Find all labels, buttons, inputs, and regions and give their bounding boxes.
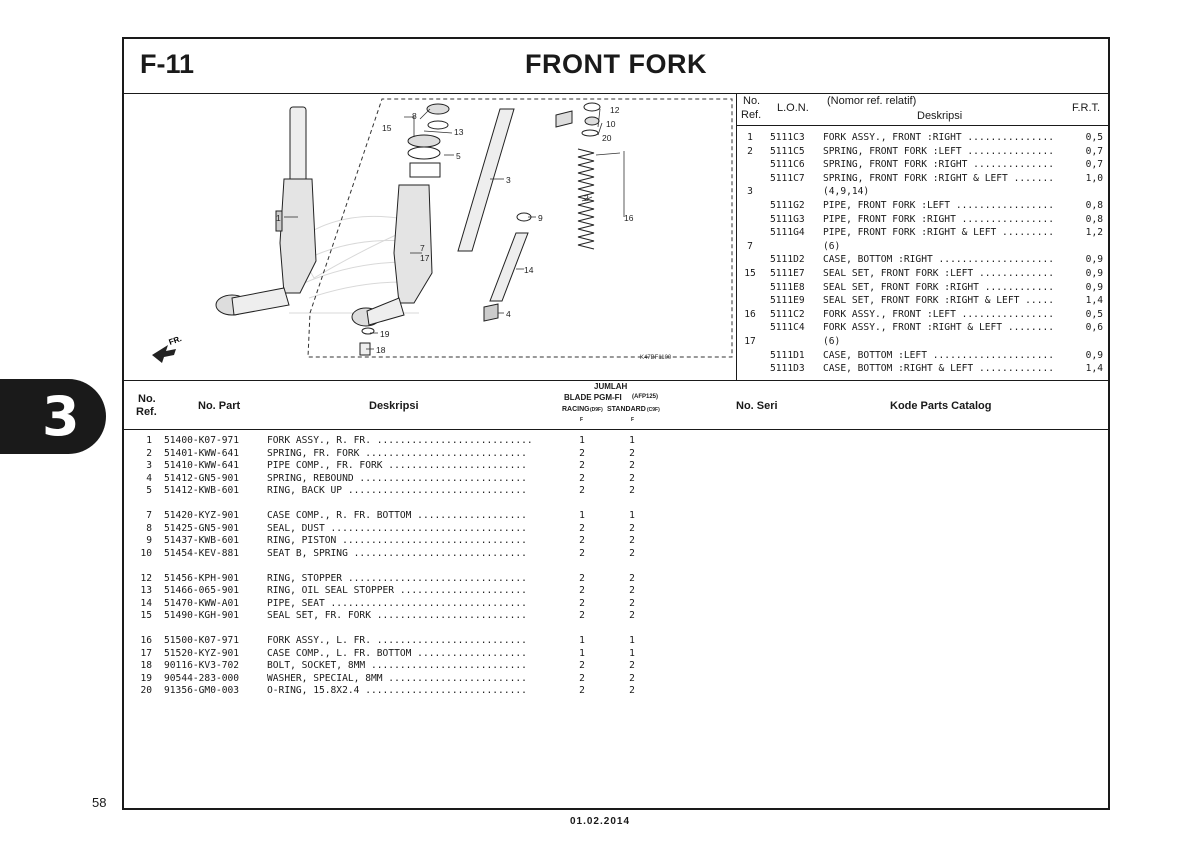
parts-col-racing: RACING bbox=[562, 406, 590, 413]
parts-col-serial: No. Seri bbox=[736, 400, 778, 412]
part-ref-no: 4 bbox=[146, 472, 152, 484]
qty-standard: 2 bbox=[629, 460, 635, 471]
lon-frt: 1,0 bbox=[1085, 172, 1103, 184]
parts-col-racing-code: (D9F) bbox=[590, 407, 603, 413]
qty-standard: 2 bbox=[629, 472, 635, 484]
callout-2: 2 bbox=[584, 193, 589, 203]
qty-standard: 1 bbox=[629, 435, 635, 446]
lon-col-desc: Deskripsi bbox=[917, 110, 963, 122]
lon-desc: PIPE, FRONT FORK :RIGHT & LEFT ......... bbox=[823, 227, 1055, 239]
lon-code: 5111C6 bbox=[770, 159, 805, 171]
lon-code: 5111D3 bbox=[770, 363, 805, 375]
table-row bbox=[124, 660, 724, 673]
part-number: 91356-GM0-003 bbox=[164, 685, 240, 696]
part-desc: FORK ASSY., R. FR. ........................... bbox=[267, 435, 533, 446]
parts-col-part: No. Part bbox=[198, 400, 241, 412]
callout-7: 7 bbox=[420, 243, 425, 253]
parts-col-f-racing: F bbox=[580, 417, 584, 423]
part-desc: SEAL, DUST .................................. bbox=[267, 522, 527, 534]
part-desc: RING, BACK UP ............................... bbox=[267, 485, 527, 496]
part-number: 51412-GN5-901 bbox=[164, 472, 240, 484]
part-ref-no: 10 bbox=[140, 547, 152, 559]
part-ref-no: 12 bbox=[140, 572, 152, 584]
parts-table-header bbox=[124, 381, 1108, 430]
part-ref-no: 9 bbox=[146, 535, 152, 546]
table-row bbox=[124, 435, 724, 448]
parts-col-no: No. bbox=[138, 393, 156, 405]
table-row bbox=[124, 598, 724, 611]
qty-racing: 2 bbox=[579, 585, 585, 596]
lon-code: 5111E7 bbox=[770, 267, 805, 279]
lon-frt: 0,9 bbox=[1085, 281, 1103, 293]
figure-ref-code: K47BF1100 bbox=[640, 355, 672, 361]
lon-row bbox=[737, 185, 1110, 199]
lon-ref-no: 15 bbox=[744, 267, 756, 279]
part-ref-no: 14 bbox=[140, 597, 152, 609]
qty-racing: 2 bbox=[579, 535, 585, 546]
part-number: 51400-K07-971 bbox=[164, 435, 240, 446]
lon-col-frt: F.R.T. bbox=[1072, 102, 1101, 114]
part-number: 51470-KWW-A01 bbox=[164, 597, 240, 609]
lon-frt: 0,9 bbox=[1085, 267, 1103, 279]
chapter-number: 3 bbox=[42, 385, 80, 448]
section-code: F-11 bbox=[140, 49, 195, 79]
lon-row bbox=[737, 321, 1110, 335]
top-small-parts-drawing bbox=[556, 103, 600, 136]
lon-code: 5111C5 bbox=[770, 145, 805, 157]
callout-1: 1 bbox=[276, 213, 281, 223]
lon-table-header bbox=[737, 93, 1110, 126]
callout-16: 16 bbox=[624, 213, 634, 223]
parts-col-ref: Ref. bbox=[136, 406, 157, 418]
lon-desc: SEAL SET, FRONT FORK :RIGHT & LEFT ..... bbox=[823, 295, 1055, 307]
part-number: 51466-065-901 bbox=[164, 585, 240, 596]
lon-row bbox=[737, 335, 1110, 349]
lon-frt: 0,8 bbox=[1085, 199, 1103, 211]
lon-table-body bbox=[737, 131, 1110, 376]
lon-row bbox=[737, 213, 1110, 227]
front-direction-arrow bbox=[152, 334, 183, 363]
lon-row bbox=[737, 253, 1110, 267]
table-row bbox=[124, 448, 724, 461]
page-number: 58 bbox=[92, 795, 107, 810]
table-row bbox=[124, 610, 724, 623]
exploded-diagram bbox=[124, 93, 737, 380]
lon-desc: CASE, BOTTOM :RIGHT .................... bbox=[823, 254, 1055, 266]
qty-standard: 2 bbox=[629, 685, 635, 696]
lon-ref-no: 3 bbox=[747, 186, 753, 198]
part-ref-no: 19 bbox=[140, 672, 152, 684]
callout-8: 8 bbox=[412, 111, 417, 121]
lon-desc: SPRING, FRONT FORK :RIGHT & LEFT ....... bbox=[823, 172, 1055, 184]
part-ref-no: 3 bbox=[146, 460, 152, 471]
table-row bbox=[124, 685, 724, 698]
qty-racing: 2 bbox=[579, 597, 585, 609]
lon-row bbox=[737, 281, 1110, 295]
lon-row bbox=[737, 226, 1110, 240]
part-ref-no: 17 bbox=[140, 647, 152, 659]
callout-15: 15 bbox=[382, 123, 392, 133]
page-title: FRONT FORK bbox=[525, 49, 707, 79]
lon-frt: 0,7 bbox=[1085, 159, 1103, 171]
part-number: 51500-K07-971 bbox=[164, 635, 240, 646]
qty-racing: 1 bbox=[579, 510, 585, 521]
qty-racing: 1 bbox=[579, 647, 585, 659]
part-ref-no: 13 bbox=[140, 585, 152, 596]
part-number: 51401-KWW-641 bbox=[164, 447, 240, 459]
fork-assembly-drawing bbox=[216, 107, 316, 315]
part-ref-no: 18 bbox=[140, 660, 152, 671]
direction-label: FR. bbox=[167, 334, 183, 347]
lon-code: 5111E8 bbox=[770, 281, 805, 293]
lon-desc: PIPE, FRONT FORK :LEFT ................. bbox=[823, 199, 1055, 211]
qty-racing: 2 bbox=[579, 685, 585, 696]
lon-ref-no: 7 bbox=[747, 240, 753, 252]
lon-frt: 1,2 bbox=[1085, 227, 1103, 239]
part-desc: SPRING, FR. FORK ............................ bbox=[267, 447, 527, 459]
lon-row bbox=[737, 145, 1110, 159]
qty-standard: 2 bbox=[629, 672, 635, 684]
table-row bbox=[124, 673, 724, 686]
part-ref-no: 7 bbox=[146, 510, 152, 521]
part-desc: SPRING, REBOUND ............................. bbox=[267, 472, 527, 484]
lon-ref-no: 17 bbox=[744, 335, 756, 347]
parts-col-jumlah: JUMLAH bbox=[594, 382, 628, 391]
lon-col-desc-top: (Nomor ref. relatif) bbox=[827, 95, 917, 107]
parts-col-f-standard: F bbox=[631, 417, 635, 423]
qty-racing: 2 bbox=[579, 485, 585, 496]
qty-standard: 2 bbox=[629, 447, 635, 459]
lon-desc: CASE, BOTTOM :RIGHT & LEFT ............. bbox=[823, 363, 1055, 375]
part-desc: RING, PISTON ................................ bbox=[267, 535, 527, 546]
qty-racing: 2 bbox=[579, 472, 585, 484]
lon-code: 5111C4 bbox=[770, 322, 805, 334]
part-number: 51456-KPH-901 bbox=[164, 572, 240, 584]
qty-racing: 1 bbox=[579, 435, 585, 446]
callout-9: 9 bbox=[538, 213, 543, 223]
lon-desc: (6) bbox=[823, 335, 841, 347]
lon-desc: CASE, BOTTOM :LEFT ..................... bbox=[823, 349, 1055, 361]
lon-desc: (6) bbox=[823, 240, 841, 252]
lon-desc: SPRING, FRONT FORK :LEFT ............... bbox=[823, 145, 1055, 157]
table-row bbox=[124, 648, 724, 661]
lon-code: 5111D1 bbox=[770, 349, 805, 361]
callout-18: 18 bbox=[376, 345, 386, 355]
lon-desc: FORK ASSY., FRONT :LEFT ................ bbox=[823, 308, 1055, 320]
callout-4: 4 bbox=[506, 309, 511, 319]
part-number: 51410-KWW-641 bbox=[164, 460, 240, 471]
callout-10: 10 bbox=[606, 119, 616, 129]
qty-racing: 2 bbox=[579, 447, 585, 459]
qty-racing: 2 bbox=[579, 572, 585, 584]
qty-standard: 2 bbox=[629, 610, 635, 621]
part-ref-no: 15 bbox=[140, 610, 152, 621]
parts-col-model-code: (AFP125) bbox=[632, 394, 659, 400]
callout-12: 12 bbox=[610, 105, 620, 115]
qty-standard: 2 bbox=[629, 535, 635, 546]
parts-col-desc: Deskripsi bbox=[369, 400, 419, 412]
qty-standard: 2 bbox=[629, 547, 635, 559]
part-number: 90116-KV3-702 bbox=[164, 660, 240, 671]
part-ref-no: 5 bbox=[146, 485, 152, 496]
part-ref-no: 2 bbox=[146, 447, 152, 459]
part-desc: WASHER, SPECIAL, 8MM ........................ bbox=[267, 672, 527, 684]
table-row bbox=[124, 548, 724, 561]
lon-row bbox=[737, 158, 1110, 172]
callout-19: 19 bbox=[380, 329, 390, 339]
lon-desc: SEAL SET, FRONT FORK :LEFT ............. bbox=[823, 267, 1055, 279]
qty-racing: 1 bbox=[579, 635, 585, 646]
part-ref-no: 1 bbox=[146, 435, 152, 446]
page-header bbox=[124, 39, 1108, 94]
lon-frt: 1,4 bbox=[1085, 363, 1103, 375]
part-ref-no: 8 bbox=[146, 522, 152, 534]
lon-col-no: No. bbox=[743, 95, 761, 107]
callout-3: 3 bbox=[506, 175, 511, 185]
parts-table-body bbox=[124, 435, 724, 698]
lon-frt: 0,5 bbox=[1085, 132, 1103, 143]
callout-5: 5 bbox=[456, 151, 461, 161]
qty-racing: 2 bbox=[579, 660, 585, 671]
lon-code: 5111G4 bbox=[770, 227, 805, 239]
part-ref-no: 20 bbox=[140, 685, 152, 696]
part-number: 51520-KYZ-901 bbox=[164, 647, 240, 659]
parts-col-standard: STANDARD bbox=[607, 406, 646, 413]
lon-desc: FORK ASSY., FRONT :RIGHT ............... bbox=[823, 132, 1055, 143]
lon-frt: 0,9 bbox=[1085, 254, 1103, 266]
lon-ref-no: 16 bbox=[744, 308, 756, 320]
part-number: 51490-KGH-901 bbox=[164, 610, 240, 621]
part-number: 51420-KYZ-901 bbox=[164, 510, 240, 521]
part-number: 90544-283-000 bbox=[164, 672, 240, 684]
catalog-page-frame bbox=[122, 37, 1110, 810]
lon-row bbox=[737, 308, 1110, 322]
lon-frt: 0,7 bbox=[1085, 145, 1103, 157]
callout-13: 13 bbox=[454, 127, 464, 137]
qty-standard: 2 bbox=[629, 585, 635, 596]
lon-row bbox=[737, 267, 1110, 281]
lon-code: 5111G3 bbox=[770, 213, 805, 225]
lon-frt: 0,8 bbox=[1085, 213, 1103, 225]
lon-frt: 1,4 bbox=[1085, 295, 1103, 307]
table-row bbox=[124, 535, 724, 548]
part-desc: SEAL SET, FR. FORK .......................... bbox=[267, 610, 527, 621]
parts-col-catalog: Kode Parts Catalog bbox=[890, 400, 992, 412]
part-number: 51454-KEV-881 bbox=[164, 547, 240, 559]
lon-row bbox=[737, 294, 1110, 308]
part-desc: PIPE, SEAT .................................. bbox=[267, 597, 527, 609]
lon-code: 5111E9 bbox=[770, 295, 805, 307]
parts-col-model: BLADE PGM-FI bbox=[564, 393, 622, 402]
lon-frt: 0,6 bbox=[1085, 322, 1103, 334]
callout-14: 14 bbox=[524, 265, 534, 275]
lon-code: 5111D2 bbox=[770, 254, 805, 266]
qty-racing: 2 bbox=[579, 672, 585, 684]
part-desc: PIPE COMP., FR. FORK ........................ bbox=[267, 460, 527, 471]
qty-standard: 2 bbox=[629, 572, 635, 584]
lon-frt: 0,9 bbox=[1085, 349, 1103, 361]
table-row bbox=[124, 573, 724, 586]
qty-standard: 2 bbox=[629, 660, 635, 671]
lon-row bbox=[737, 131, 1110, 145]
lon-desc: SPRING, FRONT FORK :RIGHT .............. bbox=[823, 159, 1055, 171]
lon-code: 5111C2 bbox=[770, 308, 805, 320]
issue-date: 01.02.2014 bbox=[569, 816, 631, 827]
lon-row bbox=[737, 240, 1110, 254]
lon-desc: FORK ASSY., FRONT :RIGHT & LEFT ........ bbox=[823, 322, 1055, 334]
lon-row bbox=[737, 362, 1110, 376]
table-row bbox=[124, 523, 724, 536]
front-fork-diagram bbox=[124, 93, 736, 380]
qty-racing: 2 bbox=[579, 547, 585, 559]
qty-standard: 2 bbox=[629, 597, 635, 609]
parts-col-standard-code: (C9F) bbox=[647, 407, 660, 413]
callout-20: 20 bbox=[602, 133, 612, 143]
qty-standard: 2 bbox=[629, 522, 635, 534]
lon-ref-no: 1 bbox=[747, 132, 753, 143]
qty-standard: 1 bbox=[629, 635, 635, 646]
part-desc: FORK ASSY., L. FR. .......................... bbox=[267, 635, 527, 646]
part-number: 51437-KWB-601 bbox=[164, 535, 240, 546]
lon-code: 5111C3 bbox=[770, 132, 805, 143]
qty-standard: 2 bbox=[629, 485, 635, 496]
part-desc: CASE COMP., L. FR. BOTTOM ................... bbox=[267, 647, 527, 659]
lon-col-ref: Ref. bbox=[741, 109, 762, 121]
part-number: 51412-KWB-601 bbox=[164, 485, 240, 496]
qty-racing: 2 bbox=[579, 610, 585, 621]
lon-desc: SEAL SET, FRONT FORK :RIGHT ............ bbox=[823, 281, 1055, 293]
part-desc: SEAT B, SPRING .............................. bbox=[267, 547, 527, 559]
part-number: 51425-GN5-901 bbox=[164, 522, 240, 534]
part-desc: RING, STOPPER ............................... bbox=[267, 572, 527, 584]
lon-desc: PIPE, FRONT FORK :RIGHT ................ bbox=[823, 213, 1055, 225]
lon-table bbox=[737, 93, 1110, 380]
table-row bbox=[124, 473, 724, 486]
lon-row bbox=[737, 349, 1110, 363]
lon-ref-no: 2 bbox=[747, 145, 753, 157]
part-desc: RING, OIL SEAL STOPPER ...................... bbox=[267, 585, 527, 596]
part-desc: BOLT, SOCKET, 8MM ........................... bbox=[267, 660, 527, 671]
lon-code: 5111C7 bbox=[770, 172, 805, 184]
qty-standard: 1 bbox=[629, 510, 635, 521]
table-row bbox=[124, 510, 724, 523]
lon-col-lon: L.O.N. bbox=[777, 102, 809, 114]
table-row bbox=[124, 460, 724, 473]
chapter-tab bbox=[0, 379, 106, 454]
part-desc: O-RING, 15.8X2.4 ............................ bbox=[267, 685, 527, 696]
lon-code: 5111G2 bbox=[770, 199, 805, 211]
lon-frt: 0,5 bbox=[1085, 308, 1103, 320]
callout-17: 17 bbox=[420, 253, 430, 263]
lon-row bbox=[737, 172, 1110, 186]
part-desc: CASE COMP., R. FR. BOTTOM ................... bbox=[267, 510, 527, 521]
qty-racing: 2 bbox=[579, 460, 585, 471]
table-row bbox=[124, 585, 724, 598]
lon-desc: (4,9,14) bbox=[823, 186, 870, 198]
table-row bbox=[124, 635, 724, 648]
lon-row bbox=[737, 199, 1110, 213]
table-row bbox=[124, 485, 724, 498]
part-ref-no: 16 bbox=[140, 635, 152, 646]
qty-standard: 1 bbox=[629, 647, 635, 659]
qty-racing: 2 bbox=[579, 522, 585, 534]
